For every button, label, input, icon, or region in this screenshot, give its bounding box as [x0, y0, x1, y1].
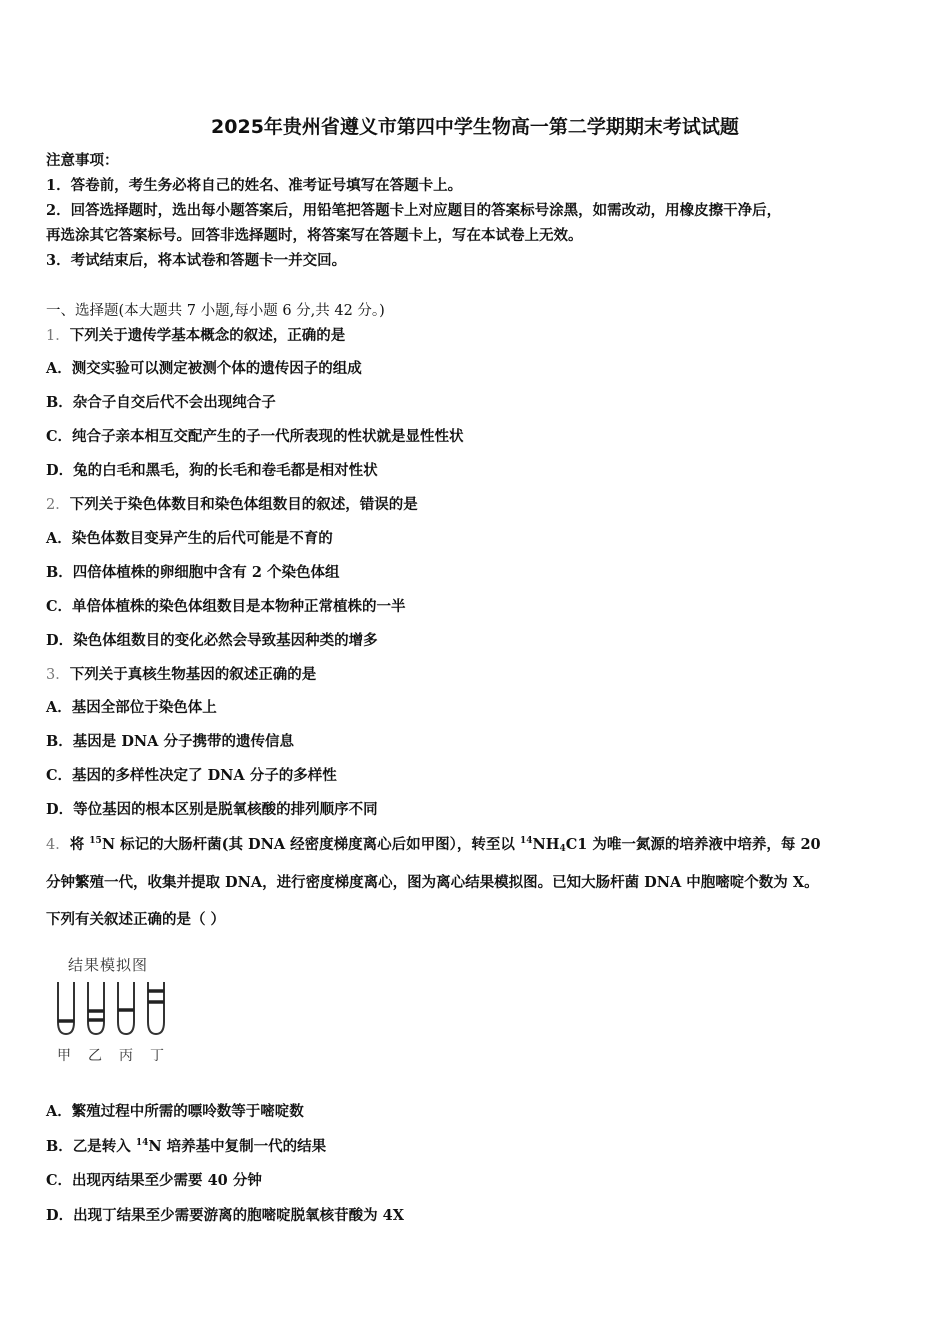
- notice-item-3: 3．考试结束后，将本试卷和答题卡一并交回。: [46, 252, 347, 269]
- tube-label-jia: 甲: [57, 1048, 71, 1064]
- option-letter: C．: [46, 428, 73, 445]
- question-stem-part: 将: [69, 836, 90, 853]
- option-3c: [46, 766, 337, 786]
- option-letter: B．: [46, 733, 73, 750]
- option-letter: B．: [46, 564, 73, 581]
- option-3a: [46, 698, 217, 718]
- option-text: 等位基因的根本区别是脱氧核酸的排列顺序不同: [73, 801, 378, 818]
- option-letter: A．: [46, 1103, 72, 1120]
- option-1c: [46, 427, 464, 447]
- option-letter: B．: [46, 1138, 73, 1155]
- option-letter: A．: [46, 699, 72, 716]
- centrifuge-result-figure: [50, 950, 180, 1070]
- option-3b: [46, 732, 294, 752]
- option-text: 基因的多样性决定了 DNA 分子的多样性: [72, 767, 337, 784]
- tube-label-yi: 乙: [88, 1048, 102, 1064]
- question-3: [46, 665, 316, 685]
- option-letter: B．: [46, 394, 73, 411]
- option-letter: C．: [46, 1172, 73, 1189]
- notice-item-2-cont: 再选涂其它答案标号。回答非选择题时，将答案写在答题卡上，写在本试卷上无效。: [46, 227, 583, 244]
- notice-item-1: 1．答卷前，考生务必将自己的姓名、准考证号填写在答题卡上。: [46, 177, 463, 194]
- option-text-post: N 培养基中复制一代的结果: [148, 1138, 327, 1155]
- option-letter: D．: [46, 1207, 74, 1224]
- tube-label-bing: 丙: [119, 1048, 133, 1064]
- option-text: 繁殖过程中所需的嘌呤数等于嘧啶数: [71, 1103, 304, 1120]
- option-1a: [46, 359, 362, 379]
- option-4c: [46, 1171, 262, 1191]
- question-number: 3．: [46, 667, 70, 683]
- option-text: 测交实验可以测定被测个体的遗传因子的组成: [71, 360, 362, 377]
- option-text: 出现丁结果至少需要游离的胞嘧啶脱氧核苷酸为 4X: [73, 1207, 404, 1224]
- question-4: [46, 835, 821, 855]
- option-4b: [46, 1137, 326, 1157]
- option-text-pre: 乙是转入: [72, 1138, 136, 1155]
- option-letter: A．: [46, 360, 72, 377]
- option-text: 基因是 DNA 分子携带的遗传信息: [72, 733, 294, 750]
- option-2d: [46, 631, 378, 651]
- option-2a: [46, 529, 333, 549]
- option-text: 基因全部位于染色体上: [71, 699, 217, 716]
- question-stem-part: C1 为唯一氮源的培养液中培养，每 20: [565, 836, 821, 853]
- option-text: 染色体组数目的变化必然会导致基因种类的增多: [73, 632, 378, 649]
- question-4-line-2: 分钟繁殖一代，收集并提取 DNA，进行密度梯度离心，图为离心结果模拟图。已知大肠杆菌 DNA 中胞嘧啶个数为 X。: [46, 874, 819, 891]
- option-4d: [46, 1206, 404, 1226]
- tube-label-ding: 丁: [150, 1048, 164, 1064]
- question-4-line-3: 下列有关叙述正确的是（ ）: [46, 911, 226, 928]
- question-stem: 下列关于遗传学基本概念的叙述，正确的是: [69, 327, 346, 344]
- notice-heading: 注意事项：: [46, 152, 119, 169]
- option-2b: [46, 563, 339, 583]
- option-text: 四倍体植株的卵细胞中含有 2 个染色体组: [72, 564, 340, 581]
- notice-item-2: 2．回答选择题时，选出每小题答案后，用铅笔把答题卡上对应题目的答案标号涂黑，如需改动，用橡皮擦干净后，: [46, 202, 782, 219]
- figure-caption: 结果模拟图: [68, 956, 149, 974]
- isotope-superscript: 15: [89, 836, 102, 846]
- question-stem: 下列关于染色体数目和染色体组数目的叙述，错误的是: [69, 496, 418, 513]
- isotope-superscript: 14: [135, 1138, 149, 1148]
- option-text: 染色体数目变异产生的后代可能是不育的: [71, 530, 333, 547]
- option-text: 纯合子亲本相互交配产生的子一代所表现的性状就是显性性状: [72, 428, 464, 445]
- tube-ding: [148, 982, 164, 1034]
- question-stem: 下列关于真核生物基因的叙述正确的是: [69, 666, 317, 683]
- question-number: 4．: [46, 837, 70, 853]
- option-4a: [46, 1102, 304, 1122]
- isotope-superscript: 14: [519, 836, 533, 846]
- option-letter: A．: [46, 530, 72, 547]
- section-heading: 一、选择题(本大题共 7 小题,每小题 6 分,共 42 分。): [46, 303, 385, 319]
- option-letter: D．: [46, 632, 74, 649]
- tube-yi: [88, 982, 104, 1034]
- tube-bing: [118, 982, 134, 1034]
- option-letter: C．: [46, 767, 73, 784]
- tube-jia: [58, 982, 74, 1034]
- option-text: 出现丙结果至少需要 40 分钟: [72, 1172, 262, 1189]
- option-text: 兔的白毛和黑毛，狗的长毛和卷毛都是相对性状: [73, 462, 378, 479]
- option-1d: [46, 461, 378, 481]
- formula-subscript: 4: [559, 844, 566, 854]
- page-title: 2025年贵州省遵义市第四中学生物高一第二学期期末考试试题: [211, 116, 739, 138]
- question-1: [46, 326, 345, 346]
- option-text: 单倍体植株的染色体组数目是本物种正常植株的一半: [72, 598, 406, 615]
- question-number: 1．: [46, 328, 70, 344]
- option-2c: [46, 597, 406, 617]
- option-1b: [46, 393, 276, 413]
- question-stem-part: NH: [532, 836, 560, 853]
- question-2: [46, 495, 418, 515]
- centrifuge-tubes-diagram: [50, 950, 180, 1045]
- option-letter: D．: [46, 801, 74, 818]
- question-number: 2．: [46, 497, 70, 513]
- option-letter: C．: [46, 598, 73, 615]
- option-3d: [46, 800, 378, 820]
- question-stem-part: N 标记的大肠杆菌(其 DNA 经密度梯度离心后如甲图），转至以: [101, 836, 520, 853]
- option-letter: D．: [46, 462, 74, 479]
- option-text: 杂合子自交后代不会出现纯合子: [72, 394, 276, 411]
